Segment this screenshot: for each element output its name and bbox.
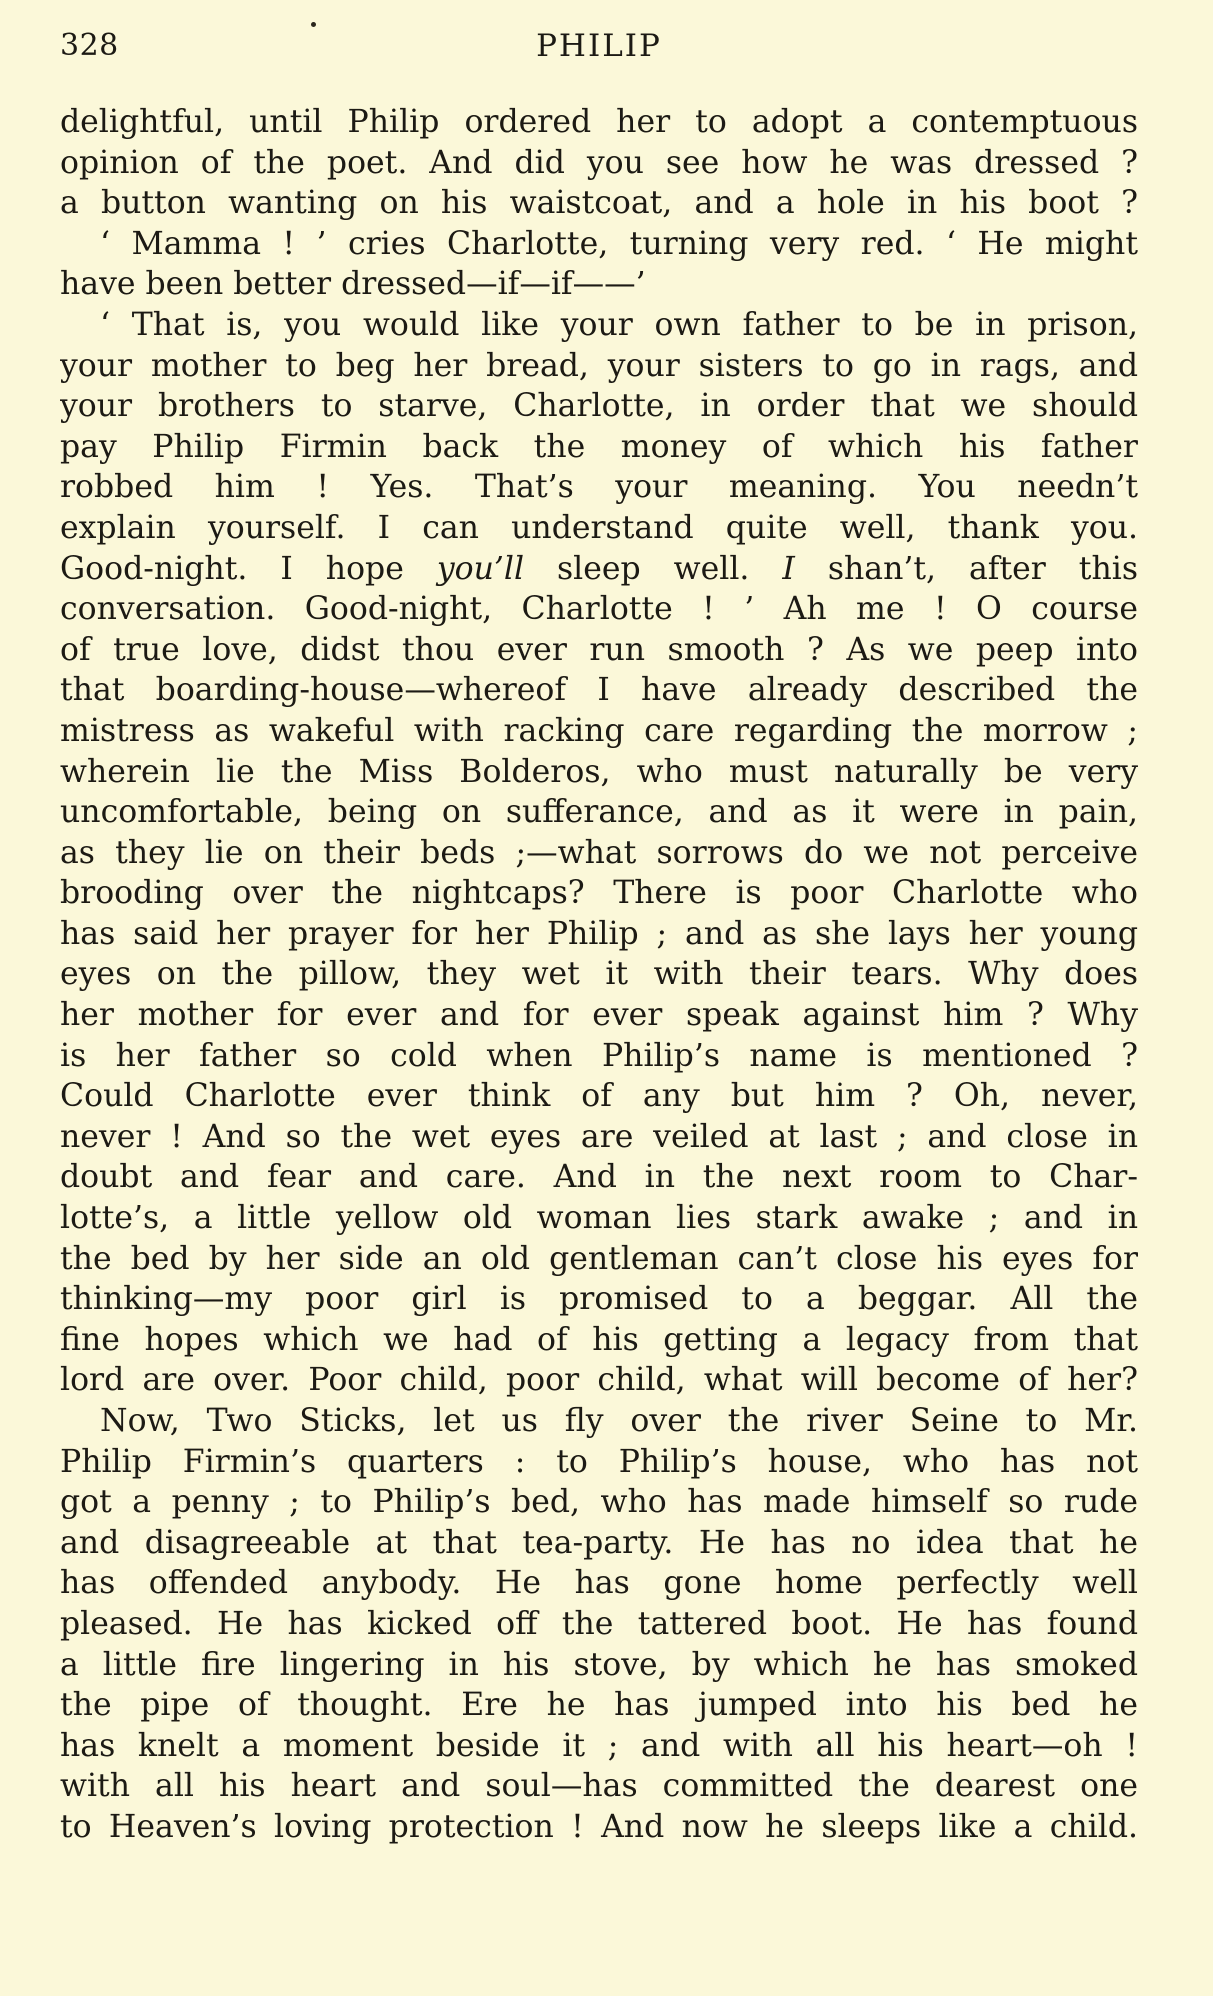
text-line: wherein lie the Miss Bolderos, who must naturally be very <box>60 753 1138 790</box>
text-line: brooding over the nightcaps? There is poor Charlotte who <box>60 875 1138 912</box>
italic-segment: you’ll <box>436 550 525 587</box>
body-text <box>60 102 1138 1848</box>
text-line: Now, Two Sticks, let us fly over the river Seine to Mr. <box>100 1403 1138 1439</box>
text-line: that boarding-house—whereof I have already described the <box>60 672 1138 709</box>
text-line: eyes on the pillow, they wet it with their tears. Why does <box>60 956 1138 993</box>
text-line: ‘ That is, you would like your own father to be in prison, <box>100 306 1138 343</box>
text-line: got a penny ; to Philip’s bed, who has made himself so rude <box>60 1484 1138 1521</box>
text-line: doubt and fear and care. And in the next room to Char- <box>60 1159 1138 1196</box>
italic-segment: I <box>782 550 795 587</box>
page-number: 328 <box>60 28 119 63</box>
text-line: never ! And so the wet eyes are veiled at last ; and close in <box>60 1118 1138 1155</box>
text-line: Philip Firmin’s quarters : to Philip’s house, who has not <box>60 1443 1138 1480</box>
text-line: explain yourself. I can understand quite well, thank you. <box>60 509 1138 546</box>
text-segment: shan’t, after this <box>794 550 1138 587</box>
page-header <box>60 22 1138 72</box>
text-line: has knelt a moment beside it ; and with all his heart—oh ! <box>60 1727 1138 1764</box>
text-line: your mother to beg her bread, your sisters to go in rags, and <box>60 347 1138 384</box>
text-line: opinion of the poet. And did you see how he was dressed ? <box>60 144 1138 181</box>
text-line: mistress as wakeful with racking care regarding the morrow ; <box>60 712 1138 749</box>
text-line: the bed by her side an old gentleman can’t close his eyes for <box>60 1240 1138 1277</box>
text-line: robbed him ! Yes. That’s your meaning. You needn’t <box>60 469 1138 506</box>
text-line: lotte’s, a little yellow old woman lies stark awake ; and in <box>60 1200 1138 1237</box>
running-head: PHILIP <box>536 28 662 64</box>
text-segment: Good-night. I hope <box>60 550 437 587</box>
text-line: lord are over. Poor child, poor child, what will become of her? <box>60 1362 1138 1399</box>
text-line: ‘ Mamma ! ’ cries Charlotte, turning very red. ‘ He might <box>100 225 1138 262</box>
text-line: your brothers to starve, Charlotte, in order that we should <box>60 388 1138 425</box>
text-line: her mother for ever and for ever speak against him ? Why <box>60 997 1138 1034</box>
text-line: fine hopes which we had of his getting a legacy from that <box>60 1321 1138 1358</box>
text-line: have been better dressed—if—if——’ <box>60 266 646 303</box>
text-line: uncomfortable, being on sufferance, and as it were in pain, <box>60 794 1138 831</box>
text-line: is her father so cold when Philip’s name is mentioned ? <box>60 1037 1138 1074</box>
text-line: Could Charlotte ever think of any but him ? Oh, never, <box>60 1078 1138 1115</box>
text-line: has offended anybody. He has gone home perfectly well <box>60 1565 1138 1602</box>
text-line: to Heaven’s loving protection ! And now he sleeps like a child. <box>60 1808 1138 1845</box>
text-line: of true love, didst thou ever run smooth ? As we peep into <box>60 631 1138 668</box>
text-line: with all his heart and soul—has committed the dearest one <box>60 1768 1138 1805</box>
text-line: pleased. He has kicked off the tattered boot. He has found <box>60 1605 1138 1642</box>
text-line: thinking—my poor girl is promised to a beggar. All the <box>60 1281 1138 1318</box>
text-line: pay Philip Firmin back the money of which his father <box>60 428 1138 465</box>
text-segment: sleep well. <box>524 550 783 587</box>
text-line: delightful, until Philip ordered her to adopt a contemptuous <box>60 104 1138 140</box>
text-line: the pipe of thought. Ere he has jumped into his bed he <box>60 1687 1138 1724</box>
text-line: conversation. Good-night, Charlotte ! ’ Ah me ! O course <box>60 591 1138 628</box>
text-line <box>60 549 1138 590</box>
print-mark <box>311 22 316 27</box>
text-line: a button wanting on his waistcoat, and a hole in his boot ? <box>60 185 1138 222</box>
text-line: and disagreeable at that tea-party. He has no idea that he <box>60 1524 1138 1561</box>
text-line: a little fire lingering in his stove, by which he has smoked <box>60 1646 1138 1683</box>
text-line: as they lie on their beds ;—what sorrows do we not perceive <box>60 834 1138 871</box>
text-line: has said her prayer for her Philip ; and as she lays her young <box>60 915 1138 952</box>
